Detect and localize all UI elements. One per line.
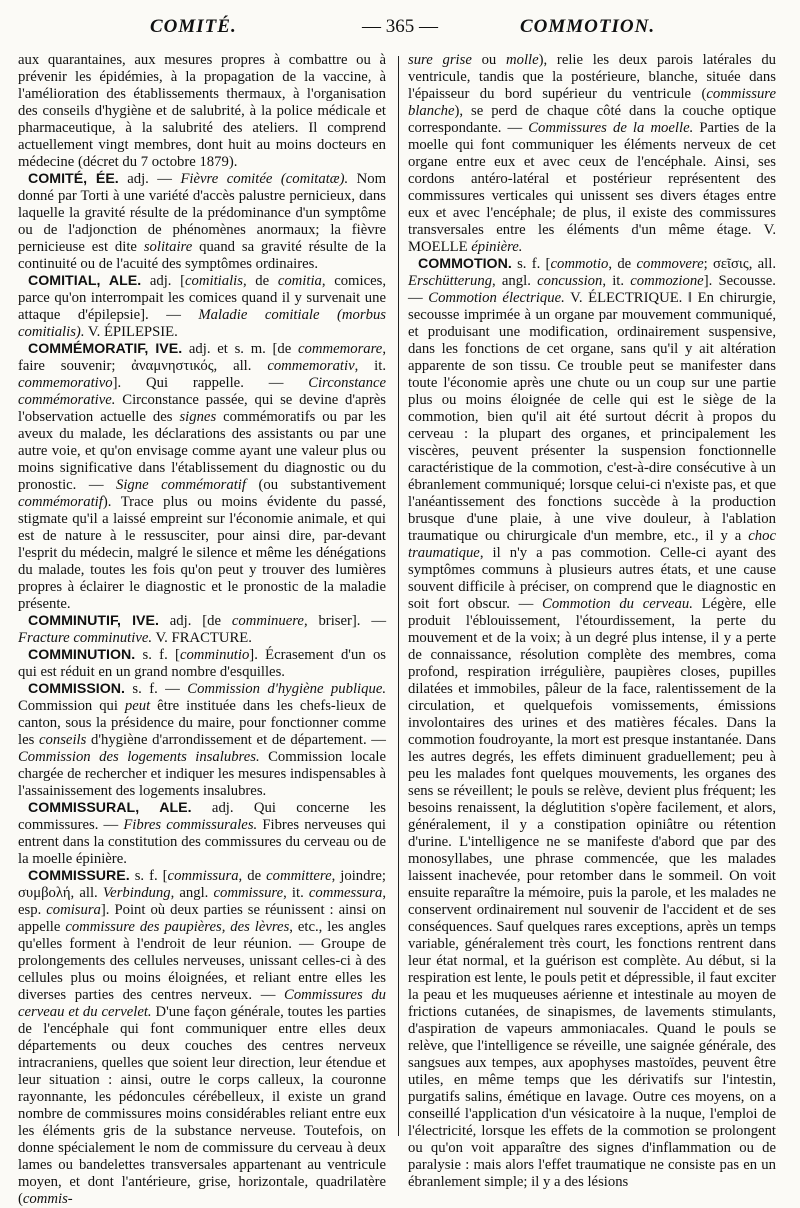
entry-italic: commemorativo	[18, 375, 113, 391]
headword: COMMÉMORATIF, IVE.	[28, 341, 183, 357]
entry-italic: signes	[179, 409, 217, 425]
left-column	[18, 52, 387, 1207]
entry-text: Légère, elle produit l'éblouissement, l'étourdissement, la perte du mouvement et de la voix; à un degré plus intense, il y a perte de connaissance, résolution complète des membres, coma profond, respiration irrégulière, paupières closes, pupilles dilatées et immobiles, pâleur de la face, ralentissement de la circulation, et quelquefois vomissements, émissions involontaires des urines et des matières fécales. Dans la commotion foudroyante, la mort est presque instantanée. Dans les autres degrés, les effets diminuent graduellement; peu à peu les malades font quelques mouvements, les organes des sens se réveillent; le pouls se relève, devient plus fréquent; les besoins renaissent, la déglutition s'opère facilement, et alors, généralement, il y a constipation opiniâtre ou rétention d'urine. L'intelligence ne se manifeste d'abord que par des monosyllabes, une phrase commencée, que les malades laissent inachevée, pour retomber dans le sommeil. On voit ensuite reparaître la mémoire, puis la parole, et les malades ne conservent ordinairement nul souvenir de l'accident et de ses conséquences. Sauf quelques rares exceptions, après un temps variable, généralement très court, les fonctions rentrent dans leur état normal, et la guérison est complète. Au début, si la respiration est lente, le pouls petit et dépressible, il faut exciter la peau et les muqueuses aérienne et intestinale au moyen de frictions cutanées, de sinapismes, de lavements stimulants, d'aspiration de vapeurs ammoniacales. Quand le pouls se relève, que l'intelligence se réveille, une saignée générale, des sangsues aux tempes, aux apophyses mastoïdes, peuvent être utiles, en même temps que les dérivatifs sur l'intestin, purgatifs salins, émétique en lavage. Outre ces moyens, on a conseillé l'application d'un vésicatoire à la nuque, l'emploi de l'électricité, lorsque les effets de la commotion se prolongent ou qu'on voit apparaître des signes d'inflammation ou de paralysie : mais alors l'effet traumatique ne consiste pas en un ébranlement simple; il y a des lésions	[408, 596, 776, 1190]
entry-text: V. FRACTURE.	[152, 630, 252, 646]
entry-text: ]. Qui rappelle. —	[112, 375, 309, 391]
entry-commotion	[408, 256, 776, 1191]
entry-text: adj. [de	[158, 613, 232, 629]
headword: COMMISSION.	[28, 681, 125, 697]
entry-italic: comitia	[277, 273, 322, 289]
entry-text: , de	[238, 868, 267, 884]
page-number: — 365 —	[362, 16, 438, 37]
continued-text: aux quarantaines, aux mesures propres à combattre ou à prévenir les épidémies, à la propagation de la vaccine, à l'amélioration des établissements thermaux, à l'organisation des conseils d'hygiène et de salubrité, à la police médicale et pharmaceutique, à la salubrité des ateliers. Il comprend actuellement vingt membres, dont huit au moins docteurs en médecine (décret du 7 octobre 1879).	[18, 52, 386, 170]
entry-commissural	[18, 800, 386, 868]
headword: COMMISSURE.	[28, 868, 130, 884]
entry-comite	[18, 171, 386, 273]
entry-italic: committere	[266, 868, 332, 884]
entry-text: , de	[242, 273, 278, 289]
entry-text: adj. Qui concerne les commissures. —	[18, 800, 386, 833]
entry-italic: commissure blanche	[408, 86, 776, 119]
entry-italic: Signe commémoratif	[116, 477, 246, 493]
entry-italic: Fièvre comitée (comitatæ).	[180, 171, 349, 187]
entry-text: V. ÉPILEPSIE.	[84, 324, 178, 340]
entry-text: Nom donné par Torti à une variété d'accès palustre pernicieux, dans laquelle la gravité résulte de la prédominance d'un symptôme ou de l'adjonction de phénomènes anormaux; la fièvre pernicieuse est dite	[18, 171, 387, 255]
entry-comminutif	[18, 613, 386, 647]
entry-commemoratif	[18, 341, 386, 613]
entry-italic: Commission d'hygiène publique.	[187, 681, 387, 697]
entry-comminution	[18, 647, 386, 681]
entry-italic: comminutio	[179, 647, 250, 663]
entry-text: Circonstance passée, qui se devine d'après l'observation actuelle des	[18, 392, 386, 425]
entry-text: adj. [	[141, 273, 186, 289]
entry-italic: molle	[506, 52, 539, 68]
entry-text: être instituée dans les chefs-lieux de canton, sous la présidence du maire, pour fonctionner comme les	[18, 698, 386, 748]
entry-text: Fibres nerveuses qui entrent dans la constitution des commissures du cerveau ou de la moelle épinière.	[18, 817, 386, 867]
entry-text: Commission locale chargée de rechercher et indiquer les mesures indispensables à l'assainissement des logements insalubres.	[18, 749, 386, 799]
entry-italic: commemorativ	[267, 358, 355, 374]
continued-paragraph	[408, 52, 776, 256]
entry-italic: commotio	[550, 256, 609, 272]
entry-italic: Maladie comitiale (morbus comitialis).	[18, 307, 386, 340]
entry-text: d'hygiène d'arrondissement et de département. —	[86, 732, 386, 748]
entry-text: , briser]. —	[303, 613, 387, 629]
entry-italic: commovere	[636, 256, 704, 272]
entry-text: , etc., les angles qu'elles forment à l'endroit de leur réunion. — Groupe de prolongements des cellules nerveuses, unissant celles-ci à des cellules plus ou moins éloignées, et reliant entre elles les diverses parties des centres nerveux. —	[18, 919, 386, 1003]
entry-italic: épinière.	[471, 239, 523, 255]
entry-text: , comices, parce qu'on interrompait les comices quand il y survenait une attaque d'épilepsie]. —	[18, 273, 386, 323]
entry-commission	[18, 681, 386, 800]
entry-italic: commozione	[630, 273, 704, 289]
entry-italic: commessura	[308, 885, 383, 901]
entry-text: s. f. [	[511, 256, 551, 272]
entry-text: ; σεῖσις, all.	[703, 256, 776, 272]
headword: COMMINUTIF, IVE.	[28, 613, 159, 629]
entry-text: ), relie les deux parois latérales du ventricule, tandis que la postérieure, blanche, située dans l'épaisseur du bord supérieur du ventricule (	[408, 52, 777, 102]
entry-italic: Erschütterung	[408, 273, 493, 289]
entry-italic: Commissures de la moelle.	[528, 120, 694, 136]
entry-italic: commissure	[213, 885, 284, 901]
running-header	[0, 0, 800, 50]
entry-italic: solitaire	[143, 239, 193, 255]
entry-italic: concussion	[537, 273, 603, 289]
entry-italic: Commissures du cerveau et du cervelet.	[18, 987, 387, 1020]
entry-italic: comisura	[46, 902, 101, 918]
entry-italic: conseils	[39, 732, 87, 748]
entry-italic: Commotion électrique.	[428, 290, 565, 306]
entry-italic: choc traumatique	[408, 528, 776, 561]
entry-italic: commissure des paupières, des lèvres	[65, 919, 290, 935]
entry-text: ). Trace plus ou moins évidente du passé, stigmate qu'il a laissé empreint sur l'économie animale, et qui est de nature à le ressusciter, pour ainsi dire, par-devant l'esprit du médecin, malgré le silence et même les dénégations du malade, toutes les fois qu'on peut y trouver des lumières propres à éclairer le diagnostic et le pronostic de la maladie présente.	[18, 494, 386, 612]
header-right-word: COMMOTION.	[520, 16, 656, 37]
entry-italic: Fibres commissurales.	[123, 817, 258, 833]
entry-text: ]. Secousse. —	[408, 273, 776, 306]
entry-text: adj. —	[118, 171, 181, 187]
entry-italic: Commotion du cerveau.	[542, 596, 693, 612]
entry-text: , faire souvenir; ἀναμνηστικός, all.	[18, 341, 386, 374]
entry-text: , esp.	[18, 885, 386, 918]
right-column	[408, 52, 777, 1190]
entry-comitial	[18, 273, 386, 341]
headword: COMITIAL, ALE.	[28, 273, 142, 289]
entry-italic: commis-	[22, 1191, 73, 1207]
entry-italic: peut	[124, 698, 151, 714]
entry-italic: comminuere	[231, 613, 304, 629]
headword: COMMINUTION.	[28, 647, 136, 663]
entry-text: s. f. [	[129, 868, 168, 884]
entry-text: , il n'y a pas commotion. Celle-ci ayant des symptômes communs à plusieurs autres états, et une cause souvent difficile à préciser, on comprend que le diagnostic en soit fort obscur. —	[408, 545, 776, 612]
entry-italic: Fracture comminutive.	[18, 630, 153, 646]
headword: COMMISSURAL, ALE.	[28, 800, 192, 816]
entry-text: , angl.	[492, 273, 538, 289]
entry-italic: commémoratif	[18, 494, 103, 510]
entry-text: , joindre; συμβολή, all.	[18, 868, 386, 901]
continued-paragraph	[18, 52, 386, 171]
entry-italic: commemorare	[298, 341, 383, 357]
entry-text: , it.	[602, 273, 631, 289]
entry-text: ]. Écrasement d'un os qui est réduit en un grand nombre d'esquilles.	[18, 647, 386, 680]
entry-text: , de	[608, 256, 637, 272]
entry-italic: Verbindung	[102, 885, 171, 901]
entry-commissure	[18, 868, 386, 1208]
entry-text: ), se perd de chaque côté dans la couche optique correspondante. —	[408, 103, 776, 136]
entry-text: adj. et s. m. [de	[182, 341, 299, 357]
headword: COMITÉ, ÉE.	[28, 171, 119, 187]
entry-italic: Commission des logements insalubres.	[18, 749, 260, 765]
entry-text: ]. Point où deux parties se réunissent : ainsi on appelle	[18, 902, 386, 935]
entry-text: , angl.	[170, 885, 214, 901]
entry-text: , it.	[283, 885, 309, 901]
entry-text: ou	[471, 52, 506, 68]
entry-italic: sure grise	[408, 52, 472, 68]
entry-text: , it.	[354, 358, 386, 374]
entry-text: quand sa gravité résulte de la continuité ou de l'acuité des symptômes ordinaires.	[18, 239, 386, 272]
entry-text: s. f. —	[124, 681, 188, 697]
header-left-word: COMITÉ.	[150, 16, 237, 37]
column-divider	[398, 56, 399, 1136]
entry-italic: commissura	[167, 868, 239, 884]
entry-italic: comitialis	[185, 273, 243, 289]
entry-text: (ou substantivement	[245, 477, 386, 493]
entry-text: Parties de la moelle qui font communiquer les éléments nerveux de cet organe entre eux et avec ceux de l'encéphale. Ainsi, ses cordons antéro-latéral et postérieur représentent des commissures verticales qui unissent ses divers étages entre eux et avec l'encéphale; de plus, il existe des commissures transversales entre les éléments d'un même étage. V. MOELLE	[408, 120, 776, 255]
entry-text: s. f. [	[135, 647, 180, 663]
entry-text: V. ÉLECTRIQUE. ‖ En chirurgie, secousse imprimée à un organe par mouvement communiqué, et produisant une modification, ordinairement suspensive, dans les fonctions de cet organe, sans qu'il y ait altération apparente de son tissu. Ce trouble peut se manifester dans toute l'économie après une chute ou un coup sur une partie plus ou moins éloignée de celle qui est le siège de la commotion, bien qu'il ait été surtout décrit à propos du cerveau : la plupart des organes, et principalement les viscères, peuvent présenter la suspension fonctionnelle caractéristique de la commotion, c'est-à-dire consécutive à un ébranlement communiqué; lorsque celui-ci n'existe pas, et que l'anéantissement des fonctions succède à la production brusque d'une plaie, à une vive douleur, à l'ablation traumatique ou chirurgicale d'un membre, etc., il y a	[408, 290, 776, 544]
headword: COMMOTION.	[418, 256, 512, 272]
entry-text: Commission qui	[18, 698, 125, 714]
entry-text: D'une façon générale, toutes les parties de l'encéphale qui font communiquer entre elles deux départements ou deux couches des centres nerveux intracraniens, quelles que soient leur direction, leur étendue et leur situation : ainsi, outre le corps calleux, la couronne rayonnante, les pédoncules cérébelleux, il existe un grand nombre de commissures moins considérables reliant entre eux les éléments gris de la substance nerveuse. Toutefois, on donne spécialement le nom de commissure du cerveau à deux lames ou bandelettes transversales appartenant au ventricule moyen, et dont l'antérieure, grise, horizontale, quadrilatère (	[18, 1004, 386, 1207]
entry-italic: Circonstance commémorative.	[18, 375, 386, 408]
entry-text: commémoratifs ou par les aveux du malade, les déclarations des assistants ou par une autre voie, et qu'on envisage comme ayant une valeur plus ou moins significative dans l'établissement du diagnostic ou du pronostic. —	[18, 409, 387, 493]
